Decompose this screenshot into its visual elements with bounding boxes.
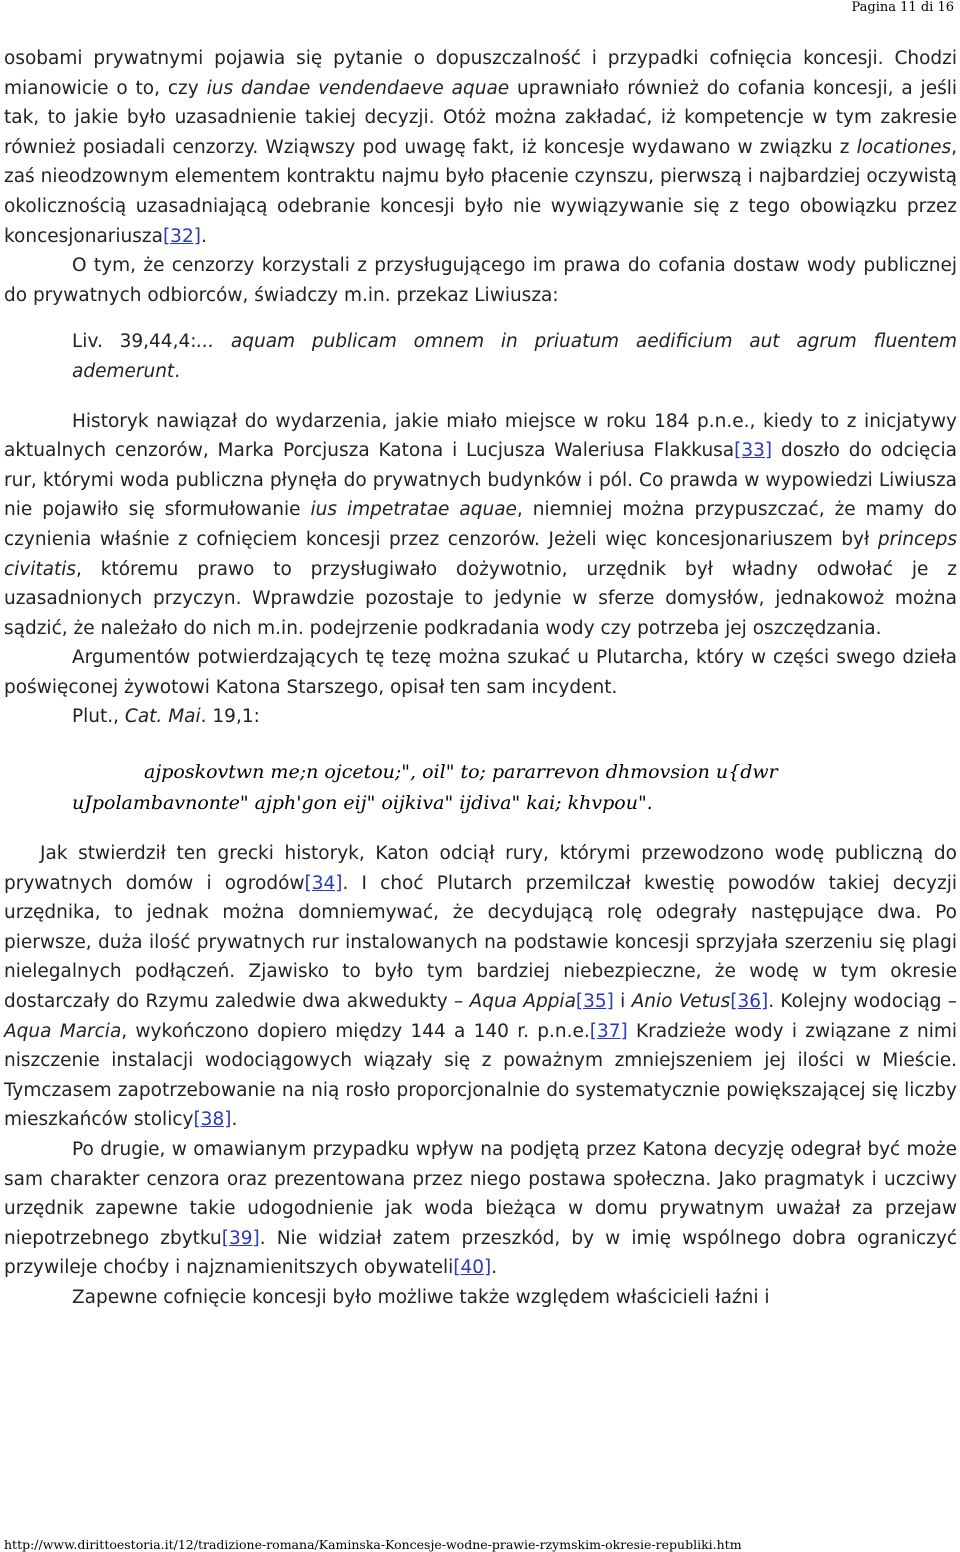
livy-quote	[4, 327, 957, 386]
paragraph: Argumentów potwierdzających tę tezę można szukać u Plutarcha, który w części swego dzieła poświęconej żywotowi Katona Starszego, opisał ten sam incydent.	[4, 647, 957, 698]
latin-term: ius dandae vendendaeve aquae	[206, 77, 510, 99]
text-run: i	[613, 991, 632, 1013]
latin-term: locationes	[856, 136, 952, 158]
plutarch-citation	[4, 702, 957, 732]
text-run: osobami prywatnymi pojawia się pytanie o dopuszczalność i przypadki cofnięcia koncesji. Chodzi mianowicie o to, czy	[4, 48, 957, 99]
article-body	[4, 44, 957, 1313]
text-run: .	[200, 225, 207, 247]
paragraph	[4, 839, 957, 1135]
page-url-footer: http://www.dirittoestoria.it/12/tradizione-romana/Kaminska-Koncesje-wodne-prawie-rzymskim-okresie-republiki.htm	[4, 1537, 742, 1552]
latin-quote: ... aquam publicam omnem in priuatum aedificium aut agrum fluentem ademerunt	[72, 331, 957, 382]
text-run: .	[174, 360, 181, 382]
text-run: .	[231, 1109, 238, 1131]
text-run: . 19,1:	[200, 706, 260, 728]
paragraph	[4, 1135, 957, 1283]
greek-quote-line: uJpolambavnonte" ajph'gon eij" oijkiva" ijdiva" kai; khvpou".	[72, 792, 653, 815]
work-title: Cat. Mai	[124, 706, 201, 728]
text-run: Historyk nawiązał do wydarzenia, jakie miało miejsce w roku 184 p.n.e., kiedy to z inicjatywy aktualnych cenzorów, Marka Porcjusza Katona i Lucjusza Waleriusa Flakkusa	[4, 410, 957, 462]
text-run: . I choć Plutarch przemilczał kwestię powodów takiej decyzji urzędnika, to jednak można domniemywać, że decydującą rolę odegrały następujące dwa. Po pierwsze, duża ilość prywatnych rur instalowanych na podstawie koncesji sprzyjała szerzeniu się plagi nielegalnych podłączeń. Zjawisko to było tym bardziej niebezpieczne, że wodę w tym okresie dostarczały do Rzymu zaledwie dwa akwedukty –	[4, 872, 957, 1013]
text-run: Kradzieże wody i związane z nimi niszczenie instalacji wodociągowych wiązały się z poważnym zmniejszeniem jej ilości w Mieście. Tymczasem zapotrzebowanie na nią rosło proporcjonalnie do systematycznie powiększającej się liczby mieszkańców stolicy	[4, 1020, 957, 1131]
footnote-link-35[interactable]: [35]	[575, 991, 614, 1013]
page-number-label: Pagina 11 di 16	[851, 0, 954, 15]
footnote-link-37[interactable]: [37]	[589, 1020, 628, 1042]
footnote-link-33[interactable]: [33]	[734, 440, 773, 462]
text-run: , któremu prawo to przysługiwało dożywotnio, urzędnik był władny odwołać je z uzasadnionych przyczyn. Wprawdzie pozostaje to jedynie w sferze domysłów, jednakowoż można sądzić, że należało do nich m.in. podejrzenie podkradania wody czy potrzeba jej oszczędzania.	[4, 558, 957, 639]
footnote-link-38[interactable]: [38]	[193, 1109, 232, 1131]
latin-term: ius impetratae aquae	[310, 499, 517, 521]
paragraph	[4, 44, 957, 251]
paragraph: Zapewne cofnięcie koncesji było możliwe także względem właścicieli łaźni i	[72, 1286, 770, 1308]
greek-quote-line: ajposkovtwn me;n ojcetou;", oil" to; pararrevon dhmovsion u{dwr	[144, 761, 778, 784]
footnote-link-36[interactable]: [36]	[730, 991, 769, 1013]
latin-term: Aqua Marcia	[4, 1020, 122, 1042]
text-run: Po drugie, w omawianym przypadku wpływ na podjętą przez Katona decyzję odegrał być może sam charakter cenzora oraz prezentowana przez niego postawa społeczna. Jako pragmatyk i uczciwy urzędnik zapewne takie udogodnienie jak woda bieżąca w domu prywatnym uważał za przejaw niepotrzebnego zbytku	[4, 1139, 957, 1249]
paragraph	[4, 407, 957, 644]
paragraph: O tym, że cenzorzy korzystali z przysługującego im prawa do cofania dostaw wody publicznej do prywatnych odbiorców, świadczy m.in. przekaz Liwiusza:	[4, 255, 957, 306]
footnote-link-32[interactable]: [32]	[162, 225, 201, 247]
footnote-link-40[interactable]: [40]	[453, 1257, 492, 1279]
footnote-link-34[interactable]: [34]	[304, 872, 343, 894]
latin-term: Aqua Appia	[469, 991, 576, 1013]
text-run: doszło do odcięcia rur, którymi woda publiczna płynęła do prywatnych budynków i pól. Co prawda w wypowiedzi Liwiusza nie pojawiło się sformułowanie	[4, 440, 958, 521]
latin-term: Anio Vetus	[631, 991, 731, 1013]
text-run: Jak stwierdził ten grecki historyk, Katon odciął rury, którymi przewodzono wodę publiczną do prywatnych domów i ogrodów	[4, 843, 957, 894]
text-run: , zaś nieodzownym elementem kontraktu najmu było płacenie czynszu, pierwszą i najbardziej oczywistą okolicznością uzasadniającą odebranie koncesji było nie wywiązywanie się z tego obowiązku przez koncesjonariusza	[4, 136, 957, 247]
text-run: . Nie widział zatem przeszkód, by w imię wspólnego dobra ograniczyć przywileje choćby i najznamienitszych obywateli	[4, 1227, 957, 1279]
text-run: , niemniej można przypuszczać, że mamy do czynienia właśnie z cofnięciem koncesji przez cenzorów. Jeżeli więc koncesjonariuszem był	[4, 499, 957, 550]
citation-ref: Liv. 39,44,4:	[72, 331, 197, 353]
text-run: . Kolejny wodociąg –	[768, 991, 957, 1013]
greek-quote	[4, 757, 957, 819]
text-run: , wykończono dopiero między 144 a 140 r. p.n.e.	[121, 1020, 590, 1042]
text-run: uprawniało również do cofania koncesji, a jeśli tak, to jakie było uzasadnienie takiej decyzji. Otóż można zakładać, iż kompetencje w tym zakresie również posiadali cenzorzy. Wziąwszy pod uwagę fakt, iż koncesje wydawano w związku z	[4, 77, 957, 158]
footnote-link-39[interactable]: [39]	[221, 1227, 260, 1249]
text-run: .	[491, 1257, 498, 1279]
latin-term: princeps civitatis	[4, 528, 957, 580]
text-run: Plut.,	[72, 706, 125, 728]
